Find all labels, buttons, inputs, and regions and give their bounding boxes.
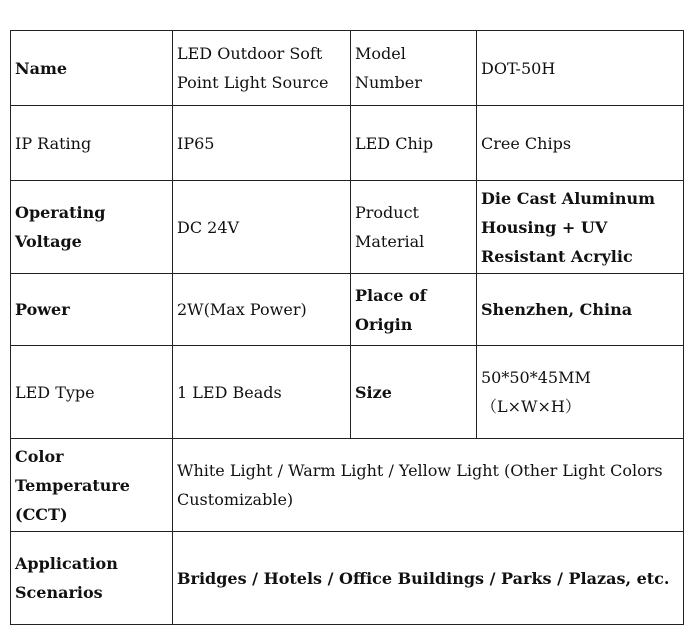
spec-value-application-scenarios: Bridges / Hotels / Office Buildings / Parks / Plazas, etc. — [173, 532, 684, 625]
spec-row-led-type — [11, 346, 684, 439]
spec-row-power — [11, 274, 684, 346]
spec-label-name: Name — [11, 31, 173, 106]
spec-label-ip-rating: IP Rating — [11, 106, 173, 181]
spec-label-size: Size — [351, 346, 477, 439]
spec-row-operating-voltage — [11, 181, 684, 274]
spec-row-ip-rating — [11, 106, 684, 181]
spec-value-name: LED Outdoor Soft Point Light Source — [173, 31, 351, 106]
spec-value-led-chip: Cree Chips — [477, 106, 684, 181]
spec-label-color-temperature: Color Temperature (CCT) — [11, 439, 173, 532]
spec-value-model-number: DOT-50H — [477, 31, 684, 106]
spec-value-ip-rating: IP65 — [173, 106, 351, 181]
spec-value-product-material: Die Cast Aluminum Housing + UV Resistant Acrylic — [477, 181, 684, 274]
spec-value-place-of-origin: Shenzhen, China — [477, 274, 684, 346]
spec-label-model-number: Model Number — [351, 31, 477, 106]
spec-row-name — [11, 31, 684, 106]
spec-value-color-temperature: White Light / Warm Light / Yellow Light (Other Light Colors Customizable) — [173, 439, 684, 532]
spec-value-led-type: 1 LED Beads — [173, 346, 351, 439]
spec-label-product-material: Product Material — [351, 181, 477, 274]
spec-label-application-scenarios: Application Scenarios — [11, 532, 173, 625]
product-spec-table — [10, 30, 684, 625]
spec-value-size: 50*50*45MM （L×W×H） — [477, 346, 684, 439]
spec-label-operating-voltage: Operating Voltage — [11, 181, 173, 274]
spec-label-power: Power — [11, 274, 173, 346]
spec-label-place-of-origin: Place of Origin — [351, 274, 477, 346]
spec-row-application-scenarios — [11, 532, 684, 625]
spec-value-power: 2W(Max Power) — [173, 274, 351, 346]
spec-label-led-chip: LED Chip — [351, 106, 477, 181]
spec-label-led-type: LED Type — [11, 346, 173, 439]
spec-row-color-temperature — [11, 439, 684, 532]
spec-value-operating-voltage: DC 24V — [173, 181, 351, 274]
